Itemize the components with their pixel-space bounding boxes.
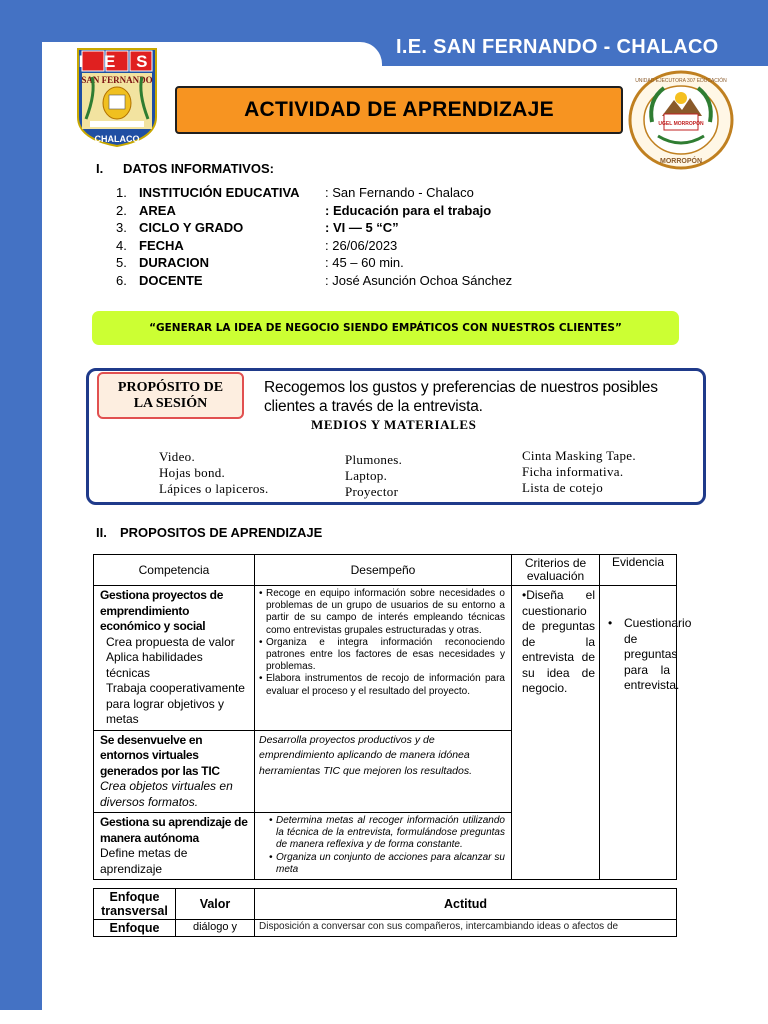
slogan-text: “GENERAR LA IDEA DE NEGOCIO SIENDO EMPÁTICOS CON NUESTROS CLIENTES” [149, 322, 622, 334]
info-label: DURACION [139, 255, 210, 271]
info-label: AREA [139, 202, 176, 218]
performance-cell [255, 586, 512, 731]
section-2-number: II. [96, 525, 107, 540]
svg-text:SAN FERNANDO: SAN FERNANDO [81, 75, 153, 85]
info-value: : 45 – 60 min. [325, 255, 404, 271]
capacity-item: Define metas de aprendizaje [100, 846, 188, 876]
competency-cell [94, 813, 255, 880]
info-number: 2. [116, 202, 127, 218]
performance-cell [255, 730, 512, 813]
capacity-item: Aplica habilidades técnicas [106, 650, 203, 680]
performance-cell [255, 813, 512, 880]
header-evidencia: Evidencia [600, 555, 677, 586]
header-enfoque: Enfoque transversal [94, 889, 176, 920]
table-header-row [94, 555, 677, 586]
school-crest-logo [76, 47, 158, 147]
evidence-bullet: • [608, 616, 613, 630]
info-number: 6. [116, 272, 127, 288]
header-valor: Valor [176, 889, 255, 920]
capacity-item: Trabaja cooperativamente para lograr objetivos y metas [106, 681, 245, 726]
competency-cell [94, 730, 255, 813]
media-item: Proyector [331, 484, 385, 499]
activity-title: ACTIVIDAD DE APRENDIZAJE [244, 98, 554, 121]
media-item: Lápices o lapiceros. [145, 481, 255, 496]
media-item: Cinta Masking Tape. [508, 448, 622, 463]
section-2-title: PROPOSITOS DE APRENDIZAJE [120, 525, 323, 540]
header-competencia: Competencia [94, 555, 255, 586]
info-label: FECHA [139, 237, 184, 253]
section-1-title: DATOS INFORMATIVOS: [123, 161, 274, 176]
performance-item: • Elabora instrumentos de recojo de información para evaluar el proceso y el resultado del proyecto. [259, 673, 505, 697]
section-1-heading [96, 161, 274, 176]
capacity-item: Crea objetos virtuales en diversos formatos. [100, 779, 233, 809]
capacity-item: Crea propuesta de valor [106, 634, 235, 649]
info-value: : VI — 5 “C” [325, 220, 399, 236]
table-row [94, 920, 677, 937]
purpose-label-line1: PROPÓSITO DE [117, 379, 224, 395]
media-title: MEDIOS Y MATERIALES [311, 417, 477, 432]
section-1-number: I. [96, 161, 104, 176]
info-number: 3. [116, 220, 127, 236]
purpose-label-box [97, 372, 244, 419]
media-item: Video. [145, 449, 182, 464]
purpose-label-line2: LA SESIÓN [133, 395, 208, 411]
valor-cell: diálogo y [176, 920, 255, 937]
media-item: Ficha informativa. [508, 464, 610, 479]
school-name: I.E. SAN FERNANDO - CHALACO [396, 36, 719, 58]
info-label: INSTITUCIÓN EDUCATIVA [139, 185, 300, 200]
info-number: 5. [116, 255, 127, 271]
header-desempeno: Desempeño [255, 555, 512, 586]
info-value: : Educación para el trabajo [325, 202, 492, 218]
competency-title: Se desenvuelve en entornos virtuales generados por las TIC [100, 732, 220, 778]
info-number: 1. [116, 185, 127, 200]
criteria-cell [512, 586, 600, 880]
svg-text:MORROPÓN: MORROPÓN [660, 158, 702, 165]
performance-item: • Determina metas al recoger información utilizando la técnica de la entrevista, formulándose preguntas de manera reflexiva y de forma constante. [269, 815, 505, 852]
performance-item: • Organiza un conjunto de acciones para alcanzar su meta [269, 852, 505, 876]
media-column-1 [145, 449, 269, 497]
left-border-band [0, 0, 42, 1010]
enfoque-header-row [94, 889, 677, 920]
purpose-text: Recogemos los gustos y preferencias de nuestros posibles clientes a través de la entrevista. [264, 379, 658, 415]
learning-purposes-table [93, 554, 692, 880]
info-label: DOCENTE [139, 272, 203, 288]
performance-item: • Organiza e integra información reconociendo patrones entre los factores de esas necesidades y problemas. [259, 637, 505, 674]
media-column-2 [331, 452, 402, 500]
table-row [94, 586, 677, 731]
media-item: Hojas bond. [145, 465, 212, 480]
slogan-banner [92, 311, 679, 345]
info-value: : José Asunción Ochoa Sánchez [325, 272, 513, 288]
criteria-text: •Diseña el cuestionario de preguntas de la entrevista de su idea de negocio. [522, 588, 595, 695]
svg-text:UGEL MORROPÓN: UGEL MORROPÓN [658, 121, 704, 127]
info-value: : San Fernando - Chalaco [325, 185, 474, 200]
svg-text:I E S: I E S [78, 52, 156, 71]
svg-text:CHALACO: CHALACO [94, 134, 140, 144]
performance-item: Desarrolla proyectos productivos y de emprendimiento aplicando de manera idónea herramientas TIC que mejoren los resultados. [259, 733, 473, 777]
svg-text:UNIDAD EJECUTORA 307 EDUCACIÓN: UNIDAD EJECUTORA 307 EDUCACIÓN [635, 78, 727, 84]
media-item: Plumones. [331, 452, 389, 467]
media-column-3 [508, 448, 636, 496]
header-criterios: Criterios de evaluación [512, 555, 600, 586]
transversal-approach-table [93, 888, 677, 937]
info-value: : 26/06/2023 [325, 237, 398, 253]
section-2-heading [96, 525, 322, 540]
performance-item: • Recoge en equipo información sobre necesidades o problemas de un grupo de usuarios de su entorno a partir de su campo de interés empleando técnicas como entrevistas grupales estructuradas y otras. [259, 588, 505, 637]
header-actitud: Actitud [255, 889, 677, 920]
info-label: CICLO Y GRADO [139, 220, 244, 236]
actitud-cell: Disposición a conversar con sus compañeros, intercambiando ideas o afectos de [255, 920, 677, 937]
activity-title-box [175, 86, 623, 134]
info-number: 4. [116, 237, 127, 253]
media-item: Laptop. [331, 468, 374, 483]
evidence-cell [600, 586, 692, 880]
enfoque-cell: Enfoque [94, 920, 176, 937]
competency-title: Gestiona proyectos de emprendimiento económico y social [100, 588, 224, 633]
competency-title: Gestiona su aprendizaje de manera autónoma [100, 815, 248, 845]
evidence-text: Cuestionario de preguntas para la entrevista. [624, 616, 692, 692]
ugel-seal-logo [628, 70, 734, 170]
media-item: Lista de cotejo [508, 480, 590, 495]
competency-cell [94, 586, 255, 731]
